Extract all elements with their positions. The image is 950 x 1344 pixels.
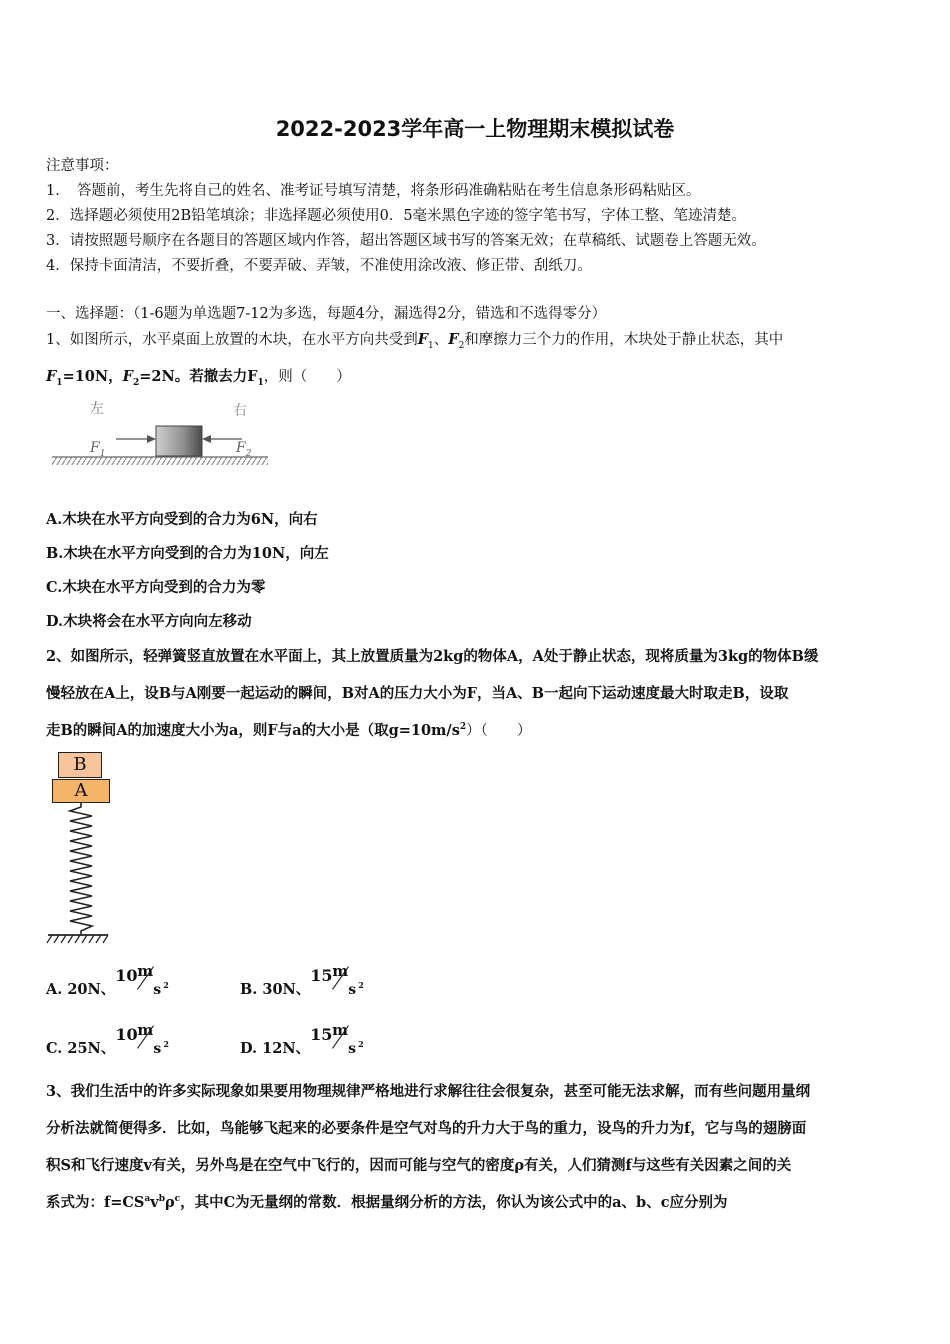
q3-stem-line1: 3、我们生活中的许多实际现象如果要用物理规律严格地进行求解往往会很复杂，甚至可能无法求解，而有些问题用量纲 [46, 1083, 811, 1100]
fraction-value: 15 m s 2 [310, 962, 364, 998]
option-d[interactable]: D. 12N、 15 m s 2 [240, 1031, 362, 1061]
option-a[interactable]: A. 20N、 10 m s 2 [46, 972, 167, 1002]
q3-stem-line2: 分析法就简便得多．比如，鸟能够飞起来的必要条件是空气对鸟的升力大于鸟的重力，设鸟的升力为f，它与鸟的翅膀面 [46, 1120, 807, 1137]
page-title: 2022-2023学年高一上物理期末模拟试卷 [275, 117, 675, 141]
label-f2: $F_2$ [236, 440, 252, 459]
fraction-value: 10 m s 2 [115, 962, 169, 998]
force-diagram [50, 396, 275, 471]
q1-stem-line2: $F_1=10N$，$F_2=2N$。若撤去力$F_1$，则（ ） [46, 368, 351, 388]
notice-item: 4．保持卡面清洁，不要折叠，不要弄破、弄皱，不准使用涂改液、修正带、刮纸刀。 [46, 258, 592, 274]
q2-stem-line2: 慢轻放在A上，设B与A刚要一起运动的瞬间，B对A的压力大小为F，当A、B一起向下运动速度最大时取走B，设取 [46, 685, 789, 702]
notice-heading: 注意事项： [46, 158, 119, 174]
option-d[interactable]: D.木块将会在水平方向向左移动 [46, 613, 252, 630]
option-a[interactable]: A.木块在水平方向受到的合力为6N，向右 [46, 511, 318, 528]
spring [70, 803, 92, 935]
ground-hatch [47, 935, 108, 943]
option-b[interactable]: B. 30N、 15 m s 2 [240, 972, 362, 1002]
wood-block [156, 426, 202, 456]
q3-stem-line3: 积S和飞行速度v有关，另外鸟是在空气中飞行的，因而可能与空气的密度ρ有关，人们猜测f与这些有关因素之间的关 [46, 1157, 792, 1174]
fraction-value: 10 m s 2 [115, 1021, 169, 1057]
q1-stem-line1: 1、如图所示，水平桌面上放置的木块，在水平方向共受到$F_1$、$F_2$和摩擦力三个力的作用，木块处于静止状态，其中 [46, 331, 784, 351]
notice-item: 2．选择题必须使用2B铅笔填涂；非选择题必须使用0．5毫米黑色字迹的签字笔书写，字体工整、笔迹清楚。 [46, 208, 747, 224]
q3-stem-line4: 系式为：$f=CS^av^b\rho^c$，其中C为无量纲的常数．根据量纲分析的方法，你认为该公式中的a、b、c应分别为 [46, 1194, 728, 1211]
option-c[interactable]: C.木块在水平方向受到的合力为零 [46, 579, 266, 596]
q2-stem-line1: 2、如图所示，轻弹簧竖直放置在水平面上，其上放置质量为2kg的物体A，A处于静止状态，现将质量为3kg的物体B缓 [46, 648, 819, 665]
label-right: 右 [233, 403, 247, 419]
notice-item: 1． 答题前，考生先将自己的姓名、准考证号填写清楚，将条形码准确粘贴在考生信息条形码粘贴区。 [46, 183, 701, 199]
fraction-value: 15 m s 2 [310, 1021, 364, 1057]
option-c[interactable]: C. 25N、 10 m s 2 [46, 1031, 167, 1061]
label-left: 左 [90, 401, 104, 417]
spring-diagram [46, 803, 116, 945]
q2-stem-line3: 走B的瞬间A的加速度大小为a，则F与a的大小是（取$g=10m/s^2$）（ ） [46, 722, 532, 739]
q1-figure [50, 396, 275, 471]
notice-item: 3．请按照题号顺序在各题目的答题区域内作答，超出答题区域书写的答案无效；在草稿纸、试题卷上答题无效。 [46, 233, 766, 249]
q2-figure [46, 752, 116, 947]
block-a: A [52, 779, 110, 803]
block-b: B [58, 752, 102, 778]
label-f1: $F_1$ [90, 440, 106, 459]
section-heading: 一、选择题：（1-6题为单选题7-12为多选，每题4分，漏选得2分，错选和不选得零分） [46, 306, 607, 322]
option-b[interactable]: B.木块在水平方向受到的合力为10N，向左 [46, 545, 329, 562]
